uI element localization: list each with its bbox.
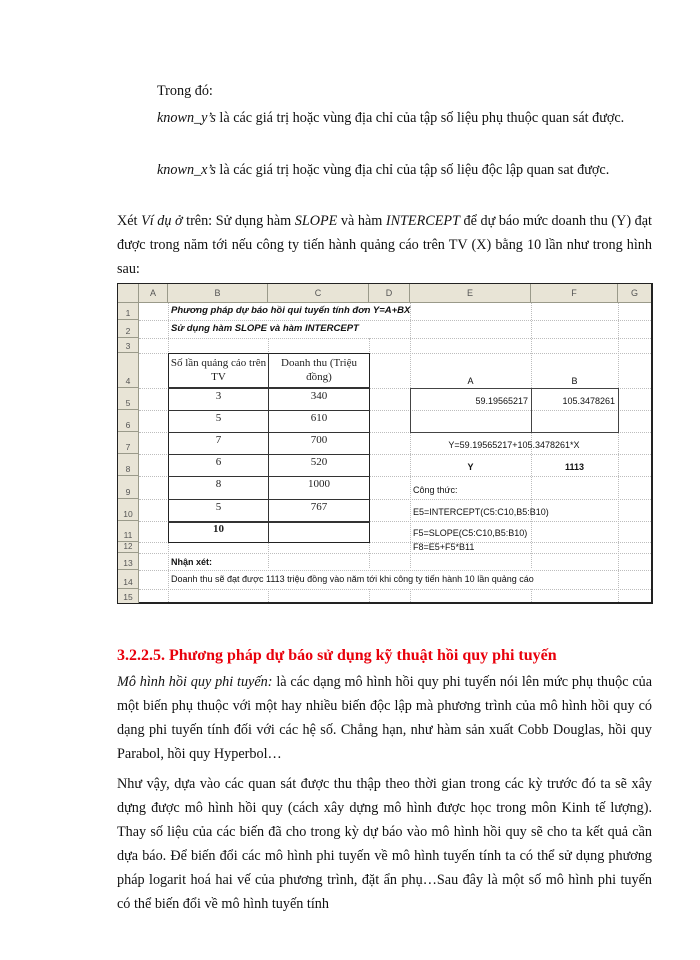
table-cell-y: 700 [310, 434, 328, 446]
known-y-definition [117, 106, 652, 130]
table-cell-x: 6 [215, 456, 222, 468]
gridline [139, 338, 651, 339]
gridline [369, 589, 370, 602]
gridline [139, 589, 651, 590]
row-header-9: 9 [118, 476, 139, 499]
result-box-b [531, 388, 619, 433]
column-header-f: F [531, 284, 618, 303]
gridline [139, 570, 651, 571]
known-x-term: known_x’s [157, 162, 216, 178]
row-header-12: 12 [118, 542, 139, 553]
spreadsheet-figure [117, 283, 653, 604]
column-header-g: G [618, 284, 651, 303]
row-header-15: 15 [118, 589, 139, 603]
regression-equation: Y=59.19565217+105.3478261*X [448, 440, 580, 450]
known-y-text: là các giá trị hoặc vùng địa chỉ của tập số liệu phụ thuộc quan sát được. [215, 110, 625, 126]
definition-term: Mô hình hồi quy phi tuyến: [117, 674, 273, 690]
gridline [139, 553, 651, 554]
example-post: để dự báo mức doanh thu (Y) đạt được trong năm tới nếu công ty tiến hành quảng cáo trên TV (X) bằng 10 lần như trong hình sau: [117, 213, 652, 277]
column-header-a: A [139, 284, 168, 303]
table-cell-y: 520 [310, 456, 328, 468]
row-header-1: 1 [118, 303, 139, 320]
row-header-5: 5 [118, 388, 139, 410]
table-cell-x: 5 [215, 412, 222, 424]
row-header-3: 3 [118, 338, 139, 353]
table-cell-x: 7 [215, 434, 222, 446]
formula-e5: E5=INTERCEPT(C5:C10,B5:B10) [413, 507, 549, 517]
example-pre: Xét [117, 213, 142, 229]
sheet-corner [118, 284, 139, 303]
remark-text: Doanh thu sẽ đạt được 1113 triệu đồng vào năm tới khi công ty tiến hành 10 lần quảng cáo [171, 574, 534, 584]
sheet-title-1: Phương pháp dự báo hồi qui tuyến tính đơn Y=A+BX [171, 305, 411, 316]
formula-f8: F8=E5+F5*B11 [413, 542, 475, 552]
gridline [268, 589, 269, 602]
table-divider [168, 410, 370, 411]
table-header-y: Doanh thu (Triệu đồng) [281, 357, 357, 383]
row-header-13: 13 [118, 553, 139, 570]
table-cell-x-forecast: 10 [213, 523, 224, 535]
trong-do-label: Trong đó: [157, 83, 213, 99]
column-header-e: E [410, 284, 531, 303]
table-divider [168, 387, 370, 389]
table-divider [168, 432, 370, 433]
table-divider [168, 476, 370, 477]
remark-label: Nhận xét: [171, 557, 213, 567]
example-paragraph [117, 209, 652, 281]
example-mid2: và hàm [337, 213, 386, 229]
result-box-a [410, 388, 532, 433]
gridline [139, 320, 651, 321]
table-cell-x: 3 [215, 390, 222, 402]
row-header-10: 10 [118, 499, 139, 521]
column-header-c: C [268, 284, 369, 303]
row-header-7: 7 [118, 432, 139, 454]
column-header-b: B [168, 284, 268, 303]
slope-term: SLOPE [294, 213, 338, 229]
gridline [531, 589, 532, 602]
row-header-14: 14 [118, 570, 139, 589]
gridline [410, 589, 411, 602]
example-mid1: trên: Sử dụng hàm [182, 213, 295, 229]
label-a: A [467, 376, 474, 386]
definition-paragraph [117, 670, 652, 766]
example-ref: Ví dụ ở [141, 213, 183, 229]
value-y: 1113 [564, 462, 585, 472]
table-cell-y: 767 [310, 501, 328, 513]
table-cell-y: 340 [310, 390, 328, 402]
formula-f5: F5=SLOPE(C5:C10,B5:B10) [413, 528, 528, 538]
gridline [618, 303, 619, 602]
gridline [531, 303, 532, 568]
section-heading: 3.2.2.5. Phương pháp dự báo sử dụng kỹ thuật hồi quy phi tuyến [117, 647, 557, 664]
table-divider [168, 454, 370, 455]
known-y-term: known_y’s [157, 110, 216, 126]
table-divider [168, 499, 370, 500]
label-y: Y [467, 462, 474, 472]
table-header-x: Số lần quảng cáo trên TV [170, 357, 267, 383]
table-cell-x: 5 [215, 501, 222, 513]
formula-label: Công thức: [413, 485, 458, 495]
table-cell-y: 1000 [308, 478, 330, 490]
row-header-2: 2 [118, 320, 139, 338]
row-header-6: 6 [118, 410, 139, 432]
table-cell-y: 610 [310, 412, 328, 424]
known-x-definition [117, 158, 652, 182]
intercept-term: INTERCEPT [385, 213, 460, 229]
known-x-text: là các giá trị hoặc vùng địa chỉ của tập số liệu độc lập quan sat được. [215, 162, 610, 178]
method-paragraph: Như vậy, dựa vào các quan sát được thu thập theo thời gian trong các kỳ trước đó ta sẽ xây dựng được mô hình hồi quy (cách xây dựng mô hình được học trong môn Kinh tế lượng). Thay số liệu của các biến đã cho trong kỳ dự báo vào mô hình hồi quy sẽ cho ta kết quả cần dựa báo. Để biến đổi các mô hình phi tuyến về mô hình tuyến tính ta có thể sử dụng phương pháp logarit hoá hai vế của phương trình, đặt ẩn phụ…Sau đây là một số mô hình phi tuyến có thể biến đổi về mô hình tuyến tính [117, 776, 652, 912]
column-header-d: D [369, 284, 410, 303]
row-header-11: 11 [118, 521, 139, 542]
label-b: B [571, 376, 578, 386]
table-cell-x: 8 [215, 478, 222, 490]
value-b: 105.3478261 [562, 396, 615, 406]
value-a: 59.19565217 [475, 396, 528, 406]
sheet-title-2: Sử dụng hàm SLOPE và hàm INTERCEPT [171, 323, 359, 334]
definition-text: là các dạng mô hình hồi quy phi tuyến nói lên mức phụ thuộc của một biến phụ thuộc với một hay nhiều biến độc lập mà phương trình của mô hình hồi quy có dạng phi tuyến tính đối với các hệ số. Chẳng hạn, như hàm sản xuất Cobb Douglas, hồi quy Parabol, hồi quy Hyperbol… [117, 674, 653, 762]
row-header-8: 8 [118, 454, 139, 476]
row-header-4: 4 [118, 353, 139, 388]
gridline [410, 303, 411, 568]
